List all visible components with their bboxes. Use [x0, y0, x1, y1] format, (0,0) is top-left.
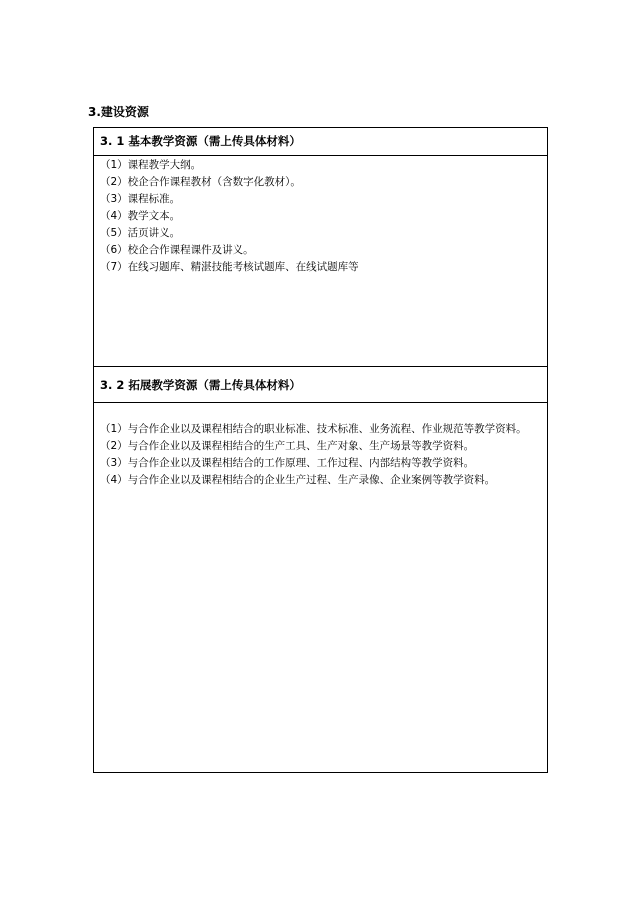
- extended-resource-item: （1）与合作企业以及课程相结合的职业标准、技术标准、业务流程、作业规范等教学资料。: [100, 423, 527, 435]
- basic-resources-content: [94, 157, 547, 276]
- resources-table: [93, 127, 548, 773]
- basic-resource-item: （3）课程标准。: [100, 193, 181, 205]
- basic-resource-item: （4）教学文本。: [100, 210, 181, 222]
- extended-resources-content: [94, 421, 547, 489]
- extended-resource-item: （4）与合作企业以及课程相结合的企业生产过程、生产录像、企业案例等教学资料。: [100, 474, 496, 486]
- basic-resource-item: （5）活页讲义。: [100, 227, 181, 239]
- section-heading: 3.建设资源: [88, 105, 149, 119]
- basic-resource-item: （7）在线习题库、精湛技能考核试题库、在线试题库等: [100, 261, 359, 273]
- extended-resource-item: （2）与合作企业以及课程相结合的生产工具、生产对象、生产场景等教学资料。: [100, 440, 475, 452]
- basic-resource-item: （2）校企合作课程教材（含数字化教材）。: [100, 176, 301, 188]
- extended-resources-header: 3. 2 拓展教学资源（需上传具体材料）: [94, 366, 547, 403]
- basic-resources-header: 3. 1 基本教学资源（需上传具体材料）: [94, 128, 547, 156]
- extended-resource-item: （3）与合作企业以及课程相结合的工作原理、工作过程、内部结构等教学资料。: [100, 457, 475, 469]
- basic-resource-item: （6）校企合作课程课件及讲义。: [100, 244, 254, 256]
- basic-resource-item: （1）课程教学大纲。: [100, 159, 202, 171]
